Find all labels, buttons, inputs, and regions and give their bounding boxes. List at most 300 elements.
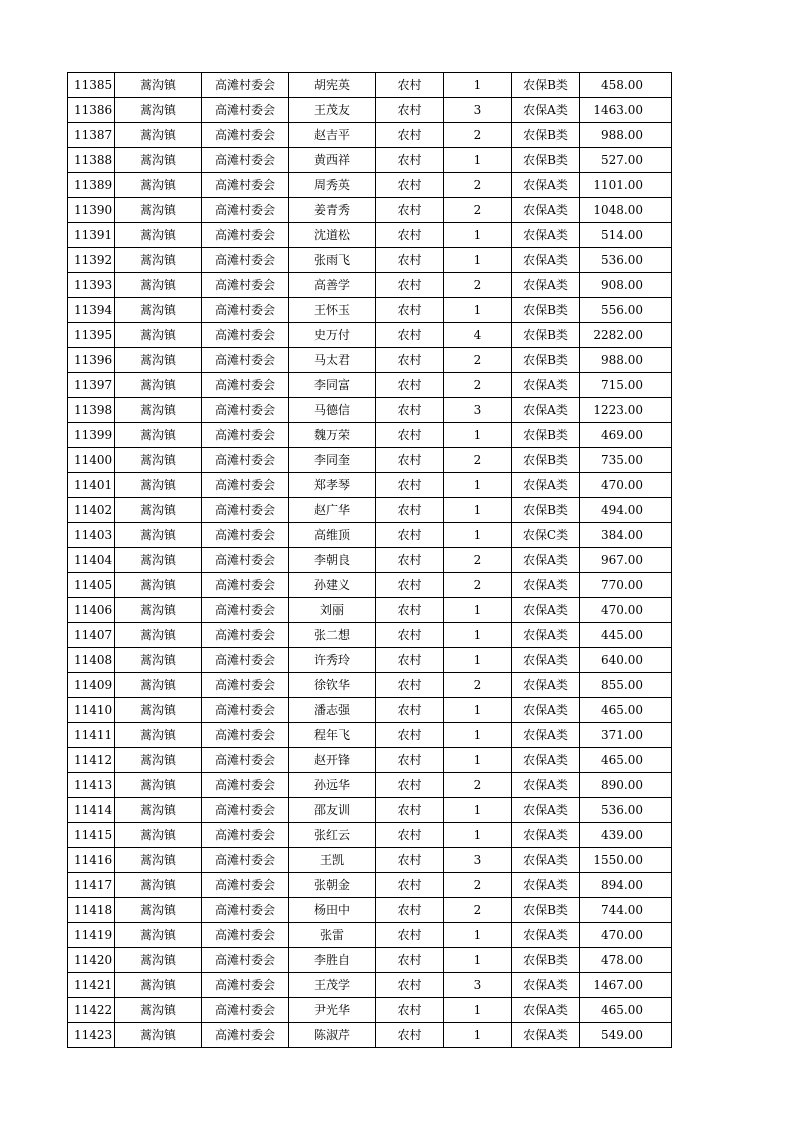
person-name-cell: 姜青秀	[289, 198, 376, 223]
town-name-cell: 蒿沟镇	[115, 98, 202, 123]
record-id-cell: 11399	[68, 423, 115, 448]
table-row	[68, 398, 672, 423]
family-size-cell: 2	[444, 273, 512, 298]
town-name-cell: 蒿沟镇	[115, 873, 202, 898]
record-id-cell: 11420	[68, 948, 115, 973]
household-type-cell: 农村	[376, 723, 444, 748]
insurance-category-cell: 农保A类	[512, 198, 580, 223]
amount-cell: 549.00	[580, 1023, 672, 1048]
table-row	[68, 498, 672, 523]
village-committee-cell: 高滩村委会	[202, 473, 289, 498]
insurance-category-cell: 农保A类	[512, 923, 580, 948]
person-name-cell: 李朝良	[289, 548, 376, 573]
household-type-cell: 农村	[376, 98, 444, 123]
insurance-category-cell: 农保A类	[512, 673, 580, 698]
household-type-cell: 农村	[376, 773, 444, 798]
village-committee-cell: 高滩村委会	[202, 273, 289, 298]
record-id-cell: 11404	[68, 548, 115, 573]
amount-cell: 465.00	[580, 998, 672, 1023]
family-size-cell: 1	[444, 748, 512, 773]
record-id-cell: 11413	[68, 773, 115, 798]
person-name-cell: 许秀玲	[289, 648, 376, 673]
town-name-cell: 蒿沟镇	[115, 1023, 202, 1048]
amount-cell: 744.00	[580, 898, 672, 923]
household-type-cell: 农村	[376, 448, 444, 473]
town-name-cell: 蒿沟镇	[115, 148, 202, 173]
family-size-cell: 2	[444, 673, 512, 698]
table-row	[68, 423, 672, 448]
town-name-cell: 蒿沟镇	[115, 698, 202, 723]
town-name-cell: 蒿沟镇	[115, 373, 202, 398]
amount-cell: 735.00	[580, 448, 672, 473]
village-committee-cell: 高滩村委会	[202, 673, 289, 698]
record-id-cell: 11392	[68, 248, 115, 273]
family-size-cell: 2	[444, 348, 512, 373]
table-row	[68, 773, 672, 798]
town-name-cell: 蒿沟镇	[115, 923, 202, 948]
insurance-category-cell: 农保B类	[512, 123, 580, 148]
person-name-cell: 李同奎	[289, 448, 376, 473]
town-name-cell: 蒿沟镇	[115, 223, 202, 248]
village-committee-cell: 高滩村委会	[202, 723, 289, 748]
table-row	[68, 123, 672, 148]
town-name-cell: 蒿沟镇	[115, 798, 202, 823]
table-row	[68, 948, 672, 973]
village-committee-cell: 高滩村委会	[202, 998, 289, 1023]
household-type-cell: 农村	[376, 198, 444, 223]
family-size-cell: 4	[444, 323, 512, 348]
person-name-cell: 马德信	[289, 398, 376, 423]
town-name-cell: 蒿沟镇	[115, 523, 202, 548]
village-committee-cell: 高滩村委会	[202, 773, 289, 798]
record-id-cell: 11391	[68, 223, 115, 248]
town-name-cell: 蒿沟镇	[115, 648, 202, 673]
insurance-category-cell: 农保B类	[512, 298, 580, 323]
household-type-cell: 农村	[376, 923, 444, 948]
table-row	[68, 598, 672, 623]
family-size-cell: 2	[444, 448, 512, 473]
insurance-category-cell: 农保C类	[512, 523, 580, 548]
person-name-cell: 沈道松	[289, 223, 376, 248]
amount-cell: 536.00	[580, 248, 672, 273]
record-id-cell: 11403	[68, 523, 115, 548]
household-type-cell: 农村	[376, 1023, 444, 1048]
household-type-cell: 农村	[376, 748, 444, 773]
town-name-cell: 蒿沟镇	[115, 748, 202, 773]
table-row	[68, 848, 672, 873]
family-size-cell: 1	[444, 923, 512, 948]
person-name-cell: 马太君	[289, 348, 376, 373]
village-committee-cell: 高滩村委会	[202, 798, 289, 823]
table-row	[68, 98, 672, 123]
table-row	[68, 173, 672, 198]
record-id-cell: 11389	[68, 173, 115, 198]
town-name-cell: 蒿沟镇	[115, 973, 202, 998]
records-table	[67, 72, 672, 1048]
village-committee-cell: 高滩村委会	[202, 173, 289, 198]
insurance-category-cell: 农保A类	[512, 998, 580, 1023]
person-name-cell: 孙建义	[289, 573, 376, 598]
town-name-cell: 蒿沟镇	[115, 448, 202, 473]
town-name-cell: 蒿沟镇	[115, 323, 202, 348]
village-committee-cell: 高滩村委会	[202, 648, 289, 673]
amount-cell: 1467.00	[580, 973, 672, 998]
table-row	[68, 673, 672, 698]
insurance-category-cell: 农保A类	[512, 1023, 580, 1048]
record-id-cell: 11387	[68, 123, 115, 148]
person-name-cell: 赵广华	[289, 498, 376, 523]
amount-cell: 770.00	[580, 573, 672, 598]
family-size-cell: 1	[444, 73, 512, 98]
village-committee-cell: 高滩村委会	[202, 923, 289, 948]
village-committee-cell: 高滩村委会	[202, 448, 289, 473]
amount-cell: 1550.00	[580, 848, 672, 873]
household-type-cell: 农村	[376, 898, 444, 923]
insurance-category-cell: 农保B类	[512, 148, 580, 173]
person-name-cell: 刘丽	[289, 598, 376, 623]
record-id-cell: 11410	[68, 698, 115, 723]
family-size-cell: 3	[444, 398, 512, 423]
household-type-cell: 农村	[376, 673, 444, 698]
record-id-cell: 11397	[68, 373, 115, 398]
record-id-cell: 11406	[68, 598, 115, 623]
record-id-cell: 11394	[68, 298, 115, 323]
record-id-cell: 11407	[68, 623, 115, 648]
records-table-body	[68, 73, 672, 1048]
record-id-cell: 11386	[68, 98, 115, 123]
village-committee-cell: 高滩村委会	[202, 223, 289, 248]
village-committee-cell: 高滩村委会	[202, 848, 289, 873]
household-type-cell: 农村	[376, 173, 444, 198]
amount-cell: 2282.00	[580, 323, 672, 348]
table-row	[68, 348, 672, 373]
town-name-cell: 蒿沟镇	[115, 198, 202, 223]
town-name-cell: 蒿沟镇	[115, 273, 202, 298]
insurance-category-cell: 农保A类	[512, 223, 580, 248]
table-row	[68, 823, 672, 848]
table-row	[68, 923, 672, 948]
town-name-cell: 蒿沟镇	[115, 498, 202, 523]
insurance-category-cell: 农保A类	[512, 623, 580, 648]
village-committee-cell: 高滩村委会	[202, 298, 289, 323]
household-type-cell: 农村	[376, 548, 444, 573]
amount-cell: 465.00	[580, 698, 672, 723]
person-name-cell: 尹光华	[289, 998, 376, 1023]
insurance-category-cell: 农保B类	[512, 448, 580, 473]
amount-cell: 536.00	[580, 798, 672, 823]
household-type-cell: 农村	[376, 123, 444, 148]
town-name-cell: 蒿沟镇	[115, 948, 202, 973]
amount-cell: 384.00	[580, 523, 672, 548]
insurance-category-cell: 农保A类	[512, 698, 580, 723]
insurance-category-cell: 农保A类	[512, 573, 580, 598]
insurance-category-cell: 农保B类	[512, 323, 580, 348]
person-name-cell: 魏万荣	[289, 423, 376, 448]
town-name-cell: 蒿沟镇	[115, 623, 202, 648]
family-size-cell: 3	[444, 848, 512, 873]
amount-cell: 371.00	[580, 723, 672, 748]
household-type-cell: 农村	[376, 698, 444, 723]
record-id-cell: 11401	[68, 473, 115, 498]
amount-cell: 894.00	[580, 873, 672, 898]
table-row	[68, 548, 672, 573]
village-committee-cell: 高滩村委会	[202, 573, 289, 598]
amount-cell: 514.00	[580, 223, 672, 248]
record-id-cell: 11421	[68, 973, 115, 998]
village-committee-cell: 高滩村委会	[202, 323, 289, 348]
family-size-cell: 3	[444, 98, 512, 123]
person-name-cell: 胡宪英	[289, 73, 376, 98]
town-name-cell: 蒿沟镇	[115, 773, 202, 798]
household-type-cell: 农村	[376, 798, 444, 823]
village-committee-cell: 高滩村委会	[202, 748, 289, 773]
person-name-cell: 史万付	[289, 323, 376, 348]
town-name-cell: 蒿沟镇	[115, 723, 202, 748]
record-id-cell: 11411	[68, 723, 115, 748]
household-type-cell: 农村	[376, 573, 444, 598]
table-row	[68, 748, 672, 773]
amount-cell: 439.00	[580, 823, 672, 848]
insurance-category-cell: 农保A类	[512, 98, 580, 123]
village-committee-cell: 高滩村委会	[202, 398, 289, 423]
village-committee-cell: 高滩村委会	[202, 348, 289, 373]
family-size-cell: 1	[444, 423, 512, 448]
table-row	[68, 723, 672, 748]
household-type-cell: 农村	[376, 848, 444, 873]
family-size-cell: 2	[444, 573, 512, 598]
family-size-cell: 2	[444, 873, 512, 898]
insurance-category-cell: 农保B类	[512, 73, 580, 98]
insurance-category-cell: 农保B类	[512, 948, 580, 973]
record-id-cell: 11415	[68, 823, 115, 848]
village-committee-cell: 高滩村委会	[202, 523, 289, 548]
person-name-cell: 黄西祥	[289, 148, 376, 173]
insurance-category-cell: 农保B类	[512, 898, 580, 923]
amount-cell: 470.00	[580, 473, 672, 498]
person-name-cell: 王茂学	[289, 973, 376, 998]
town-name-cell: 蒿沟镇	[115, 298, 202, 323]
amount-cell: 1463.00	[580, 98, 672, 123]
amount-cell: 478.00	[580, 948, 672, 973]
table-row	[68, 523, 672, 548]
household-type-cell: 农村	[376, 523, 444, 548]
town-name-cell: 蒿沟镇	[115, 548, 202, 573]
amount-cell: 527.00	[580, 148, 672, 173]
person-name-cell: 赵吉平	[289, 123, 376, 148]
household-type-cell: 农村	[376, 998, 444, 1023]
insurance-category-cell: 农保A类	[512, 873, 580, 898]
person-name-cell: 陈淑芹	[289, 1023, 376, 1048]
amount-cell: 1223.00	[580, 398, 672, 423]
amount-cell: 556.00	[580, 298, 672, 323]
household-type-cell: 农村	[376, 348, 444, 373]
insurance-category-cell: 农保A类	[512, 848, 580, 873]
insurance-category-cell: 农保A类	[512, 173, 580, 198]
town-name-cell: 蒿沟镇	[115, 998, 202, 1023]
amount-cell: 967.00	[580, 548, 672, 573]
amount-cell: 988.00	[580, 123, 672, 148]
person-name-cell: 赵开锋	[289, 748, 376, 773]
family-size-cell: 1	[444, 998, 512, 1023]
person-name-cell: 徐钦华	[289, 673, 376, 698]
insurance-category-cell: 农保A类	[512, 373, 580, 398]
village-committee-cell: 高滩村委会	[202, 1023, 289, 1048]
record-id-cell: 11417	[68, 873, 115, 898]
village-committee-cell: 高滩村委会	[202, 373, 289, 398]
household-type-cell: 农村	[376, 323, 444, 348]
table-row	[68, 198, 672, 223]
family-size-cell: 2	[444, 173, 512, 198]
person-name-cell: 李同富	[289, 373, 376, 398]
household-type-cell: 农村	[376, 73, 444, 98]
record-id-cell: 11396	[68, 348, 115, 373]
person-name-cell: 程年飞	[289, 723, 376, 748]
record-id-cell: 11398	[68, 398, 115, 423]
table-row	[68, 873, 672, 898]
village-committee-cell: 高滩村委会	[202, 198, 289, 223]
table-row	[68, 248, 672, 273]
amount-cell: 470.00	[580, 598, 672, 623]
record-id-cell: 11418	[68, 898, 115, 923]
family-size-cell: 1	[444, 498, 512, 523]
table-row	[68, 998, 672, 1023]
family-size-cell: 1	[444, 723, 512, 748]
table-row	[68, 223, 672, 248]
table-row	[68, 273, 672, 298]
table-row	[68, 298, 672, 323]
table-row	[68, 323, 672, 348]
person-name-cell: 张红云	[289, 823, 376, 848]
household-type-cell: 农村	[376, 973, 444, 998]
insurance-category-cell: 农保B类	[512, 498, 580, 523]
family-size-cell: 2	[444, 373, 512, 398]
village-committee-cell: 高滩村委会	[202, 123, 289, 148]
person-name-cell: 杨田中	[289, 898, 376, 923]
household-type-cell: 农村	[376, 273, 444, 298]
amount-cell: 908.00	[580, 273, 672, 298]
household-type-cell: 农村	[376, 398, 444, 423]
family-size-cell: 1	[444, 223, 512, 248]
family-size-cell: 1	[444, 948, 512, 973]
amount-cell: 465.00	[580, 748, 672, 773]
family-size-cell: 1	[444, 148, 512, 173]
record-id-cell: 11409	[68, 673, 115, 698]
person-name-cell: 张雨飞	[289, 248, 376, 273]
town-name-cell: 蒿沟镇	[115, 123, 202, 148]
amount-cell: 890.00	[580, 773, 672, 798]
table-row	[68, 648, 672, 673]
insurance-category-cell: 农保A类	[512, 548, 580, 573]
town-name-cell: 蒿沟镇	[115, 598, 202, 623]
person-name-cell: 高维顶	[289, 523, 376, 548]
town-name-cell: 蒿沟镇	[115, 898, 202, 923]
person-name-cell: 周秀英	[289, 173, 376, 198]
household-type-cell: 农村	[376, 473, 444, 498]
family-size-cell: 1	[444, 598, 512, 623]
insurance-category-cell: 农保A类	[512, 723, 580, 748]
family-size-cell: 1	[444, 623, 512, 648]
town-name-cell: 蒿沟镇	[115, 248, 202, 273]
table-row	[68, 623, 672, 648]
village-committee-cell: 高滩村委会	[202, 873, 289, 898]
village-committee-cell: 高滩村委会	[202, 623, 289, 648]
amount-cell: 458.00	[580, 73, 672, 98]
household-type-cell: 农村	[376, 373, 444, 398]
village-committee-cell: 高滩村委会	[202, 973, 289, 998]
village-committee-cell: 高滩村委会	[202, 73, 289, 98]
record-id-cell: 11390	[68, 198, 115, 223]
insurance-category-cell: 农保A类	[512, 248, 580, 273]
table-row	[68, 473, 672, 498]
household-type-cell: 农村	[376, 148, 444, 173]
family-size-cell: 1	[444, 523, 512, 548]
town-name-cell: 蒿沟镇	[115, 173, 202, 198]
table-row	[68, 573, 672, 598]
table-row	[68, 148, 672, 173]
family-size-cell: 3	[444, 973, 512, 998]
household-type-cell: 农村	[376, 648, 444, 673]
family-size-cell: 2	[444, 123, 512, 148]
family-size-cell: 1	[444, 823, 512, 848]
insurance-category-cell: 农保A类	[512, 823, 580, 848]
table-row	[68, 973, 672, 998]
town-name-cell: 蒿沟镇	[115, 473, 202, 498]
amount-cell: 640.00	[580, 648, 672, 673]
family-size-cell: 1	[444, 298, 512, 323]
insurance-category-cell: 农保A类	[512, 773, 580, 798]
record-id-cell: 11419	[68, 923, 115, 948]
record-id-cell: 11400	[68, 448, 115, 473]
family-size-cell: 2	[444, 198, 512, 223]
amount-cell: 715.00	[580, 373, 672, 398]
insurance-category-cell: 农保A类	[512, 273, 580, 298]
household-type-cell: 农村	[376, 623, 444, 648]
family-size-cell: 2	[444, 898, 512, 923]
insurance-category-cell: 农保B类	[512, 348, 580, 373]
record-id-cell: 11423	[68, 1023, 115, 1048]
insurance-category-cell: 农保A类	[512, 798, 580, 823]
household-type-cell: 农村	[376, 248, 444, 273]
village-committee-cell: 高滩村委会	[202, 498, 289, 523]
insurance-category-cell: 农保A类	[512, 748, 580, 773]
amount-cell: 470.00	[580, 923, 672, 948]
person-name-cell: 王凯	[289, 848, 376, 873]
person-name-cell: 张二想	[289, 623, 376, 648]
record-id-cell: 11412	[68, 748, 115, 773]
person-name-cell: 郑孝琴	[289, 473, 376, 498]
insurance-category-cell: 农保A类	[512, 973, 580, 998]
family-size-cell: 1	[444, 473, 512, 498]
village-committee-cell: 高滩村委会	[202, 548, 289, 573]
family-size-cell: 1	[444, 1023, 512, 1048]
town-name-cell: 蒿沟镇	[115, 673, 202, 698]
household-type-cell: 农村	[376, 598, 444, 623]
table-row	[68, 798, 672, 823]
village-committee-cell: 高滩村委会	[202, 823, 289, 848]
table-row	[68, 898, 672, 923]
person-name-cell: 张雷	[289, 923, 376, 948]
amount-cell: 1101.00	[580, 173, 672, 198]
person-name-cell: 高善学	[289, 273, 376, 298]
record-id-cell: 11393	[68, 273, 115, 298]
town-name-cell: 蒿沟镇	[115, 423, 202, 448]
family-size-cell: 2	[444, 548, 512, 573]
record-id-cell: 11402	[68, 498, 115, 523]
family-size-cell: 1	[444, 798, 512, 823]
amount-cell: 494.00	[580, 498, 672, 523]
town-name-cell: 蒿沟镇	[115, 398, 202, 423]
record-id-cell: 11414	[68, 798, 115, 823]
